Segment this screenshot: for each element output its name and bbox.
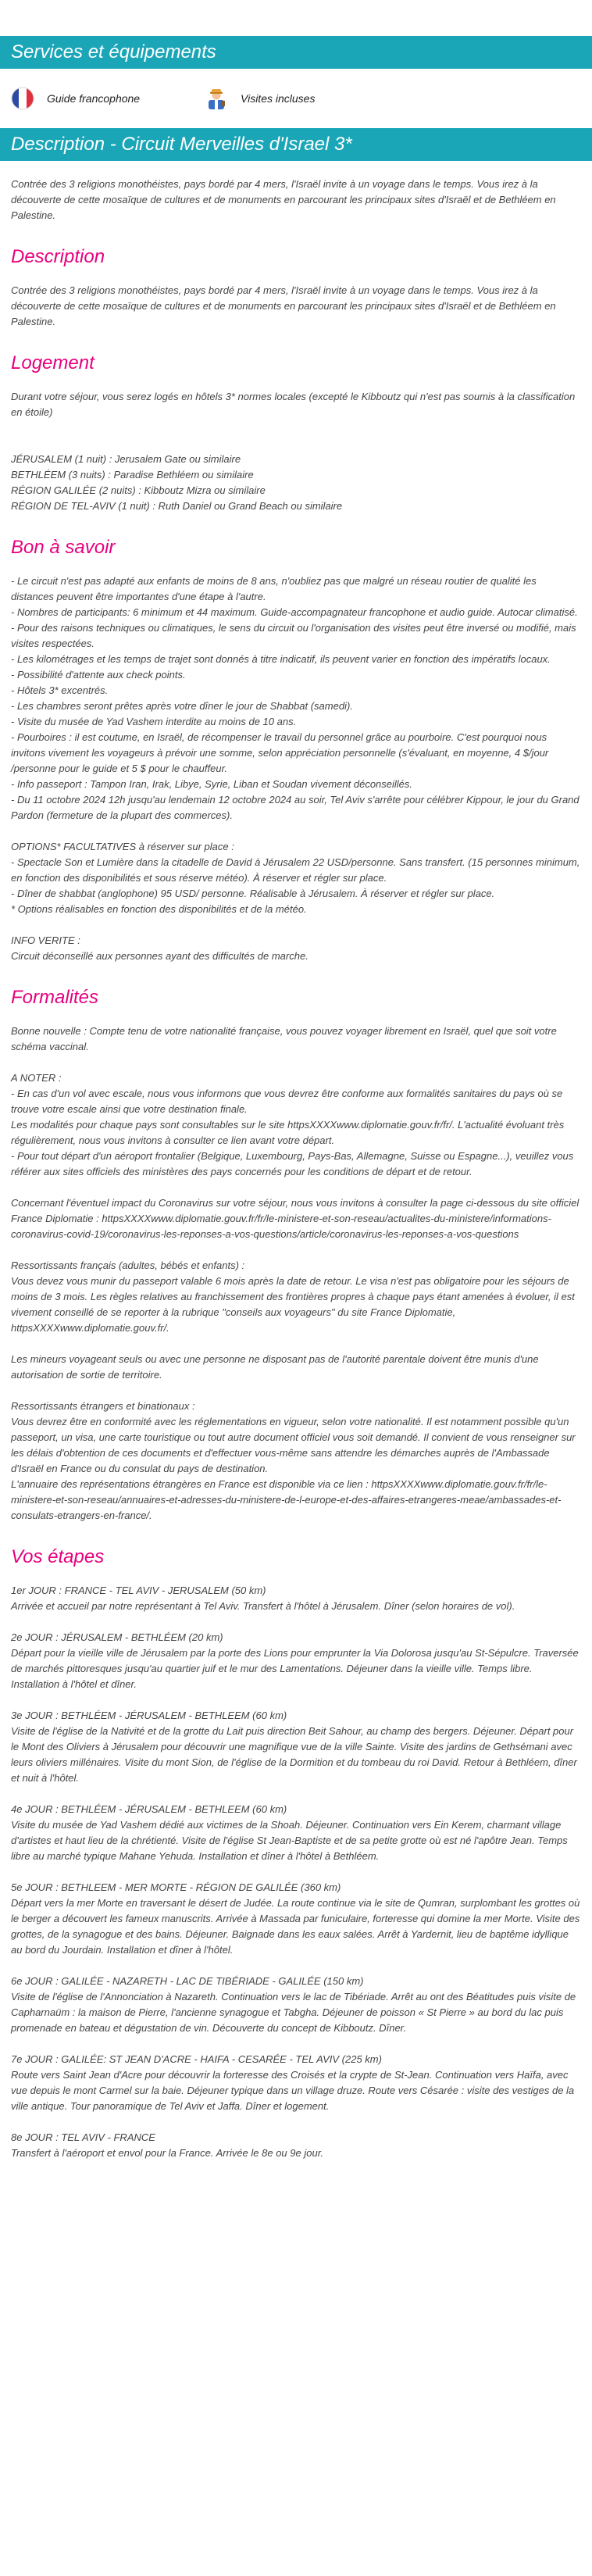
info-verite-title: INFO VERITE :: [11, 934, 80, 946]
options-block: [11, 839, 581, 917]
info-item: - Visite du musée de Yad Vashem interdite au moins de 10 ans.: [11, 716, 297, 727]
note-title: A NOTER :: [11, 1072, 62, 1084]
service-visites-incluses: [205, 87, 398, 110]
note-item: - En cas d'un vol avec escale, nous vous informons que vous devrez être conforme aux formalités sanitaires du pays où se trouve votre escale ainsi que votre destination finale.: [11, 1088, 563, 1115]
day-text: Transfert à l'aéroport et envol pour la France. Arrivée le 8e ou 9e jour.: [11, 2147, 324, 2159]
bon-a-savoir-heading: Bon à savoir: [11, 537, 116, 558]
day-title: 4e JOUR : BETHLÉEM - JÉRUSALEM - BETHLEEM (60 km): [11, 1803, 287, 1815]
info-verite-block: [11, 933, 581, 964]
day-title: 3e JOUR : BETHLÉEM - JÉRUSALEM - BETHLEEM (60 km): [11, 1710, 287, 1721]
day-title: 1er JOUR : FRANCE - TEL AVIV - JERUSALEM (50 km): [11, 1585, 266, 1596]
foreign-nationals-title: Ressortissants étrangers et binationaux :: [11, 1400, 195, 1412]
day-text: Visite du musée de Yad Vashem dédié aux victimes de la Shoah. Déjeuner. Continuation vers Ein Kerem, charmant village d'artistes et haut lieu de la chrétienté. Visite de l'église St Jean-Baptiste et de sa petite grotte où est né l'apôtre Jean. Temps libre au marché typique Mahane Yehuda. Installation et dîner à l'hôtel à Bethléem.: [11, 1819, 568, 1862]
option-item: * Options réalisables en fonction des disponibilités et de la météo.: [11, 903, 307, 915]
day-block: [11, 1630, 581, 1692]
day-text: Départ pour la vieille ville de Jérusalem par la porte des Lions pour emprunter la Via Dolorosa jusqu'au St-Sépulcre. Traversée de marchés pittoresques jusqu'au quartier juif et le mur des Lamentations. Déjeuner dans la vieille ville. Temps libre. Installation à l'hôtel et dîner.: [11, 1647, 579, 1690]
day-block: [11, 1974, 581, 2036]
foreign-nationals-block: [11, 1399, 581, 1524]
info-item: - Possibilité d'attente aux check points.: [11, 669, 186, 681]
day-text: Visite de l'église de l'Annonciation à Nazareth. Continuation vers le lac de Tibériade. Arrêt au ont des Béatitudes puis visite de Capharnaüm : la maison de Pierre, l'ancienne synagogue et Tabgha. Déjeuner de poisson « St Pierre » au bord du lac puis promenade en bateau et dégustation de vin. Découverte du concept de Kibboutz. Dîner.: [11, 1991, 576, 2034]
etapes-heading: Vos étapes: [11, 1546, 105, 1567]
foreign-nationals-text: Vous devrez être en conformité avec les réglementations en vigueur, selon votre nationalité. Il est notamment possible qu'un passeport, un visa, une carte touristique ou tout autre document officiel vous soit demandé. Il convient de vous renseigner sur les délais d'obtention de ces documents et d'effectuer vous-même sans attendre les démarches auprès de l'Ambassade d'Israël en France ou du consulat du pays de destination.: [11, 1416, 576, 1474]
options-title: OPTIONS* FACULTATIVES à réserver sur place :: [11, 841, 234, 852]
day-block: [11, 1880, 581, 1958]
logement-list: [11, 452, 581, 514]
note-block: [11, 1070, 581, 1180]
french-nationals-text: Vous devez vous munir du passeport valable 6 mois après la date de retour. Le visa n'est pas obligatoire pour les séjours de moins de 3 mois. Les règles relatives au franchissement des frontières propres à chaque pays étant amenées à évoluer, il est vivement conseillé de se reporter à la rubrique "conseils aux voyageurs" du site France Diplomatie, httpsXXXXwww.diplomatie.gouv.fr/.: [11, 1275, 575, 1334]
minors-text: Les mineurs voyageant seuls ou avec une personne ne disposant pas de l'autorité parentale doivent être munis d'une autorisation de sortie de territoire.: [11, 1353, 539, 1381]
day-title: 2e JOUR : JÉRUSALEM - BETHLÉEM (20 km): [11, 1631, 223, 1643]
info-item: - Nombres de participants: 6 minimum et 44 maximum. Guide-accompagnateur francophone et audio guide. Autocar climatisé.: [11, 606, 578, 618]
option-item: - Dîner de shabbat (anglophone) 95 USD/ personne. Réalisable à Jérusalem. À réserver et régler sur place.: [11, 888, 495, 899]
formalites-heading: Formalités: [11, 987, 99, 1008]
info-item: - Pourboires : il est coutume, en Israël, de récompenser le travail du personnel grâce au pourboire. C'est pourquoi nous invitons vivement les voyageurs à prévoir une somme, selon appréciation personnelle (s'évaluant, en moyenne, 4 $/jour /personne pour le guide et 5 $ pour le chauffeur.: [11, 731, 549, 774]
note-item: - Pour tout départ d'un aéroport frontalier (Belgique, Luxembourg, Pays-Bas, Allemagne, Suisse ou Espagne...), veuillez vous référer aux sites officiels des ministères des pays concernés pour les conditions de départ et de retour.: [11, 1150, 574, 1177]
french-flag-icon: [11, 87, 34, 110]
foreign-nationals-link: L'annuaire des représentations étrangères en France est disponible via ce lien : httpsXXXXwww.diplomatie.gouv.fr/fr/le-ministere-et-son-reseau/annuaires-et-adresses-du-ministere-de-l-europe-et-des-affaires-etrangeres-meae/ambassades-et-consulats-etrangers-en-france/.: [11, 1478, 562, 1521]
option-item: - Spectacle Son et Lumière dans la citadelle de David à Jérusalem 22 USD/personne. Sans transfert. (15 personnes minimum, en fonction des disponibilités et sous réserve météo). À réserver et régler sur place.: [11, 856, 580, 884]
day-text: Route vers Saint Jean d'Acre pour découvrir la forteresse des Croisés et la crypte de St-Jean. Continuation vers Haïfa, avec vue depuis le mont Carmel sur la baie. Déjeuner typique dans un village druze. Route vers Césarée : visite des vestiges de la ville antique. Tour panoramique de Tel Aviv et Jaffa. Dîner et logement.: [11, 2069, 575, 2112]
info-verite-text: Circuit déconseillé aux personnes ayant des difficultés de marche.: [11, 950, 308, 962]
logement-item: RÉGION DE TEL-AVIV (1 nuit) : Ruth Daniel ou Grand Beach ou similaire: [11, 500, 343, 512]
day-block: [11, 1802, 581, 1864]
services-banner: Services et équipements: [0, 36, 592, 69]
day-title: 7e JOUR : GALILÉE: ST JEAN D'ACRE - HAIFA - CESARÉE - TEL AVIV (225 km): [11, 2053, 382, 2065]
service-label: Guide francophone: [47, 92, 141, 105]
french-nationals-title: Ressortissants français (adultes, bébés et enfants) :: [11, 1259, 245, 1271]
day-text: Visite de l'église de la Nativité et de la grotte du Lait puis direction Beit Sahour, au champ des bergers. Déjeuner. Départ pour le Mont des Oliviers à Jérusalem pour découvrir une magnifique vue de la ville Sainte. Visite des jardins de Gethsémani avec leurs oliviers millénaires. Visite du mont Sion, de l'église de la Dormition et du tombeau du roi David. Retour à Bethléem, dîner et nuit à l'hôtel.: [11, 1725, 577, 1784]
service-guide-francophone: [11, 87, 205, 110]
day-text: Arrivée et accueil par notre représentant à Tel Aviv. Transfert à l'hôtel à Jérusalem. Dîner (selon horaires de vol).: [11, 1600, 515, 1612]
info-item: - Les chambres seront prêtes après votre dîner le jour de Shabbat (samedi).: [11, 700, 353, 712]
day-title: 5e JOUR : BETHLEEM - MER MORTE - RÉGION DE GALILÉE (360 km): [11, 1881, 341, 1893]
description-heading: Description: [11, 246, 105, 267]
day-block: [11, 1708, 581, 1786]
info-item: - Hôtels 3* excentrés.: [11, 684, 109, 696]
day-text: Départ vers la mer Morte en traversant le désert de Judée. La route continue via le site de Qumran, surplombant les grottes où le berger a découvert les fameux manuscrits. Arrivée à Massada par funiculaire, forteresse qui domine la mer Morte. Visite des grottes, de la synagogue et des bains. Déjeuner. Baignade dans les eaux salées. Arrêt à Yardernit, lieu de baptême idyllique au bord du Jourdain. Installation et dîner à l'hôtel.: [11, 1897, 580, 1956]
coronavirus-text: Concernant l'éventuel impact du Coronavirus sur votre séjour, nous vous invitons à consulter la page ci-dessous du site officiel France Diplomatie : httpsXXXXwww.diplomatie.gouv.fr/fr/le-ministere-et-son-reseau/actualites-du-ministere/informations-coronavirus-covid-19/coronavirus-les-reponses-a-vos-questions/article/coronavirus-les-reponses-a-vos-questions: [11, 1197, 580, 1240]
day-block: [11, 1583, 581, 1614]
info-item: - Info passeport : Tampon Iran, Irak, Libye, Syrie, Liban et Soudan vivement déconseillés.: [11, 778, 413, 790]
note-item: Les modalités pour chaque pays sont consultables sur le site httpsXXXXwww.diplomatie.gouv.fr/fr/. L'actualité évoluant très régulièrement, nous vous invitons à consulter ce lien avant votre départ.: [11, 1119, 565, 1146]
info-item: - Les kilométrages et les temps de trajet sont donnés à titre indicatif, ils peuvent varier en fonction des impératifs locaux.: [11, 653, 551, 665]
formalites-intro: Bonne nouvelle : Compte tenu de votre nationalité française, vous pouvez voyager librement en Israël, quel que soit votre schéma vaccinal.: [11, 1025, 557, 1052]
logement-item: RÉGION GALILÉE (2 nuits) : Kibboutz Mizra ou similaire: [11, 484, 266, 496]
info-item: - Pour des raisons techniques ou climatiques, le sens du circuit ou l'organisation des visites peut être inversé ou modifié, mais visites respectées.: [11, 622, 576, 649]
services-row: [11, 69, 581, 128]
bon-a-savoir-list: [11, 573, 581, 824]
logement-item: JÉRUSALEM (1 nuit) : Jerusalem Gate ou similaire: [11, 453, 241, 465]
day-block: [11, 2052, 581, 2114]
description-banner: Description - Circuit Merveilles d'Israel 3*: [0, 128, 592, 161]
intro-text: Contrée des 3 religions monothéistes, pays bordé par 4 mers, l'Israël invite à un voyage dans le temps. Vous irez à la découverte de cette mosaïque de cultures et de monuments en parcourant les principaux sites d'Israël et de Bethléem en Palestine.: [11, 178, 556, 221]
day-block: [11, 2130, 581, 2161]
day-title: 8e JOUR : TEL AVIV - FRANCE: [11, 2131, 155, 2143]
description-text: Contrée des 3 religions monothéistes, pays bordé par 4 mers, l'Israël invite à un voyage dans le temps. Vous irez à la découverte de cette mosaïque de cultures et de monuments en parcourant les principaux sites d'Israël et de Bethléem en Palestine.: [11, 284, 556, 327]
day-title: 6e JOUR : GALILÉE - NAZARETH - LAC DE TIBÉRIADE - GALILÉE (150 km): [11, 1975, 364, 1987]
guide-person-icon: [205, 87, 228, 110]
logement-intro: Durant votre séjour, vous serez logés en hôtels 3* normes locales (excepté le Kibboutz qui n'est pas soumis à la classification en étoile): [11, 391, 576, 418]
logement-heading: Logement: [11, 352, 95, 373]
logement-item: BETHLÉEM (3 nuits) : Paradise Bethléem ou similaire: [11, 469, 254, 481]
info-item: - Le circuit n'est pas adapté aux enfants de moins de 8 ans, n'oubliez pas que malgré un réseau routier de qualité les distances peuvent être importantes d'une étape à l'autre.: [11, 575, 537, 602]
french-nationals-block: [11, 1258, 581, 1336]
info-item: - Du 11 octobre 2024 12h jusqu'au lendemain 12 octobre 2024 au soir, Tel Aviv s'arrête pour célébrer Kippour, le jour du Grand Pardon (fermeture de la plupart des commerces).: [11, 794, 580, 821]
service-label: Visites incluses: [241, 92, 316, 105]
